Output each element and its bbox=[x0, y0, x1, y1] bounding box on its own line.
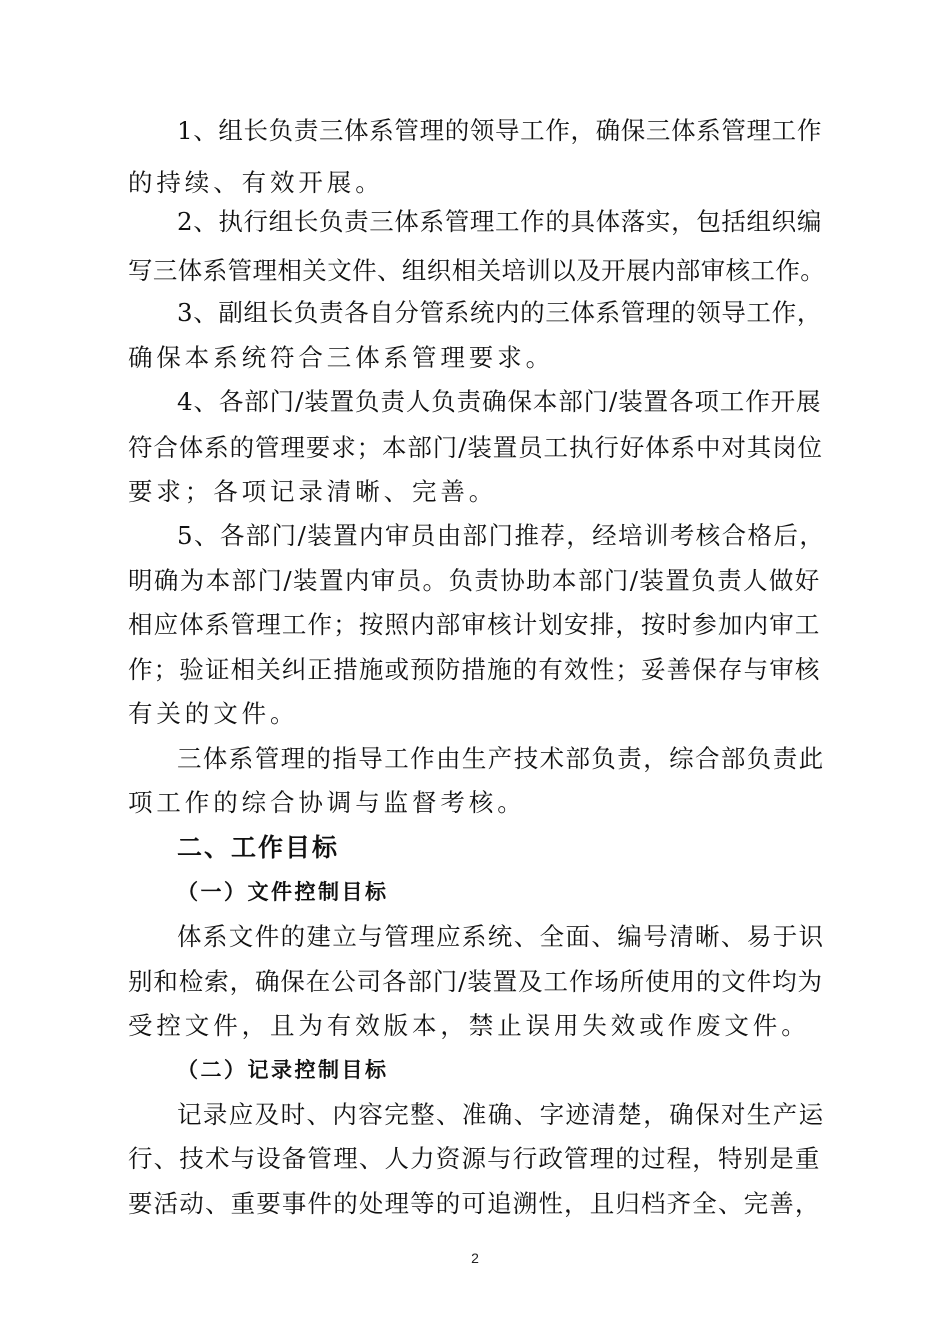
page-number: 2 bbox=[471, 1250, 479, 1266]
paragraph-5-line-5: 有关的文件。 bbox=[128, 699, 299, 728]
paragraph-5-line-3: 相应体系管理工作；按照内部审核计划安排，按时参加内审工 bbox=[128, 610, 821, 639]
paragraph-6-line-2: 项工作的综合协调与监督考核。 bbox=[128, 788, 526, 817]
section-heading: 二、工作目标 bbox=[177, 833, 340, 862]
paragraph-5-line-2: 明确为本部门/装置内审员。负责协助本部门/装置负责人做好 bbox=[128, 566, 821, 595]
subsection-2-line-3: 要活动、重要事件的处理等的可追溯性，且归档齐全、完善， bbox=[128, 1189, 821, 1218]
paragraph-5-line-4: 作；验证相关纠正措施或预防措施的有效性；妥善保存与审核 bbox=[128, 655, 821, 684]
subsection-1-line-1: 体系文件的建立与管理应系统、全面、编号清晰、易于识 bbox=[177, 922, 825, 951]
paragraph-4-line-2: 符合体系的管理要求；本部门/装置员工执行好体系中对其岗位 bbox=[128, 433, 823, 462]
subsection-2-line-1: 记录应及时、内容完整、准确、字迹清楚，确保对生产运 bbox=[177, 1100, 825, 1129]
paragraph-3-line-1: 3、副组长负责各自分管系统内的三体系管理的领导工作， bbox=[177, 298, 822, 327]
paragraph-3-line-2: 确保本系统符合三体系管理要求。 bbox=[128, 343, 554, 372]
paragraph-4-line-3: 要求；各项记录清晰、完善。 bbox=[128, 477, 498, 506]
paragraph-1-line-2: 的持续、有效开展。 bbox=[128, 168, 384, 197]
paragraph-2-line-2: 写三体系管理相关文件、组织相关培训以及开展内部审核工作。 bbox=[128, 256, 826, 285]
subsection-2-line-2: 行、技术与设备管理、人力资源与行政管理的过程，特别是重 bbox=[128, 1144, 821, 1173]
subsection-2-heading: （二）记录控制目标 bbox=[177, 1058, 389, 1082]
paragraph-1-line-1: 1、组长负责三体系管理的领导工作，确保三体系管理工作 bbox=[177, 116, 822, 145]
subsection-1-line-3: 受控文件，且为有效版本，禁止误用失效或作废文件。 bbox=[128, 1011, 810, 1040]
paragraph-2-line-1: 2、执行组长负责三体系管理工作的具体落实，包括组织编 bbox=[177, 207, 822, 236]
paragraph-4-line-1: 4、各部门/装置负责人负责确保本部门/装置各项工作开展 bbox=[177, 387, 822, 416]
paragraph-6-line-1: 三体系管理的指导工作由生产技术部负责，综合部负责此 bbox=[177, 744, 825, 773]
subsection-1-line-2: 别和检索，确保在公司各部门/装置及工作场所使用的文件均为 bbox=[128, 967, 823, 996]
paragraph-5-line-1: 5、各部门/装置内审员由部门推荐，经培训考核合格后， bbox=[177, 521, 826, 550]
subsection-1-heading: （一）文件控制目标 bbox=[177, 880, 389, 904]
